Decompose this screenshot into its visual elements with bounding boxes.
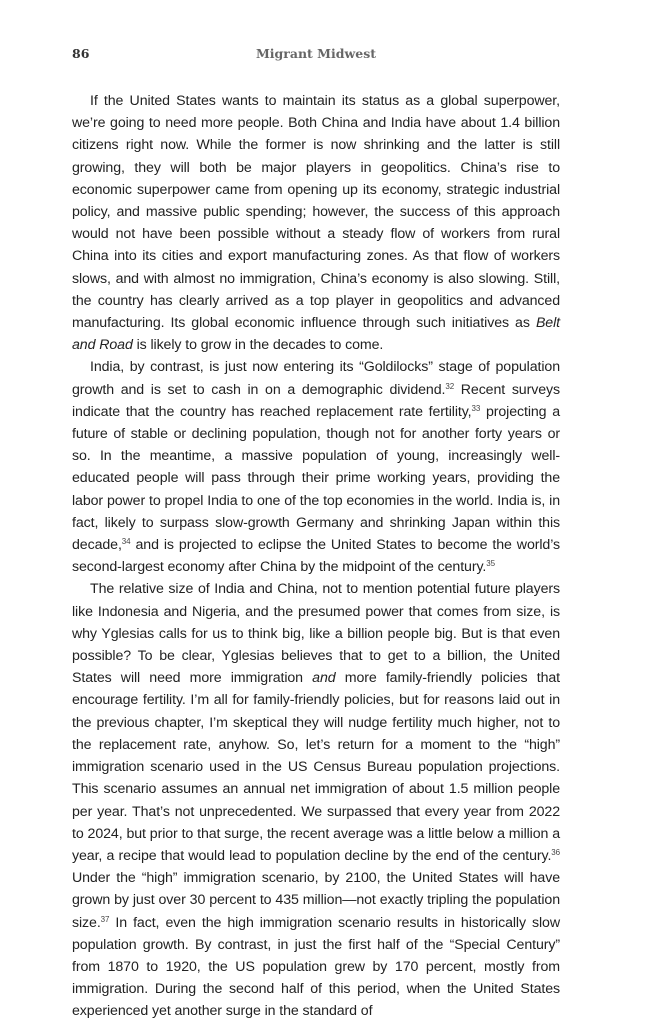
paragraph (72, 356, 560, 578)
italic-title: Belt and Road (72, 315, 560, 354)
text-run: is likely to grow in the decades to come. (132, 337, 384, 354)
italic-emphasis: and (312, 670, 336, 687)
body-text (72, 90, 560, 1023)
footnote-ref: 36 (551, 847, 560, 857)
paragraph (72, 90, 560, 356)
running-head: Migrant Midwest (255, 46, 377, 61)
footnote-ref: 33 (471, 403, 481, 413)
text-run: India, by contrast, is just now entering its “Goldilocks” stage of population growth and is set to cash in on a demographic dividend. (72, 359, 560, 398)
page-header (72, 46, 560, 64)
text-run: and is projected to eclipse the United States to become the world’s second-largest economy after China by the midpoint of the century. (72, 537, 560, 576)
text-run: more family-friendly policies that encourage fertility. I’m all for family-friendly policies, but for reasons laid out in the previous chapter, I’m skeptical they will nudge fertility much higher, not to the replacement rate, anyhow. So, let’s return for a moment to the “high” immigration scenario used in the US Census Bureau population projections. This scenario assumes an annual net immigration of about 1.5 million people per year. That’s not unprecedented. We surpassed that every year from 2022 to 2024, but prior to that surge, the recent average was a little below a million a year, a recipe that would lead to population decline by the end of the century. (72, 670, 560, 864)
text-run: In fact, even the high immigration scenario results in historically slow population growth. By contrast, in just the first half of the “Special Century” from 1870 to 1920, the US population grew by 170 percent, mostly from immigration. During the second half of this period, when the United States experienced yet another surge in the standard of (72, 914, 560, 1020)
footnote-ref: 35 (486, 559, 495, 569)
paragraph (72, 578, 560, 1022)
page-number: 86 (72, 46, 90, 61)
text-run: The relative size of India and China, not to mention potential future players like Indonesia and Nigeria, and the presumed power that comes from size, is why Yglesias calls for us to think big, like a billion people big. But is that even possible? To be clear, Yglesias believes that to get to a billion, the United States will need more immigration (72, 581, 560, 687)
footnote-ref: 37 (100, 914, 110, 924)
footnote-ref: 34 (121, 537, 131, 547)
text-run: Under the “high” immigration scenario, by 2100, the United States will have grown by just over 30 percent to 435 million—not exactly tripling the population size. (72, 870, 560, 931)
text-run: If the United States wants to maintain its status as a global superpower, we’re going to need more people. Both China and India have about 1.4 billion citizens right now. While the former is now shrinking and the latter is still growing, they will both be major players in geopolitics. China’s rise to economic superpower came from opening up its economy, strategic industrial policy, and massive public spending; however, the success of this approach would not have been possible without a steady flow of workers from rural China into its cities and export manufacturing zones. As that flow of workers slows, and with almost no immigration, China’s economy is also slowing. Still, the country has clearly arrived as a top player in geopolitics and advanced manufacturing. Its global economic influence through such initiatives as (72, 93, 560, 332)
text-run: projecting a future of stable or declining population, though not for another forty years or so. In the meantime, a massive population of young, increasingly well-educated people will pass through their prime working years, providing the labor power to propel India to one of the top economies in the world. India is, in fact, likely to surpass slow-growth Germany and shrinking Japan within this decade, (72, 403, 560, 554)
text-run: Recent surveys indicate that the country has reached replacement rate fertility, (72, 381, 560, 420)
footnote-ref: 32 (445, 381, 455, 391)
